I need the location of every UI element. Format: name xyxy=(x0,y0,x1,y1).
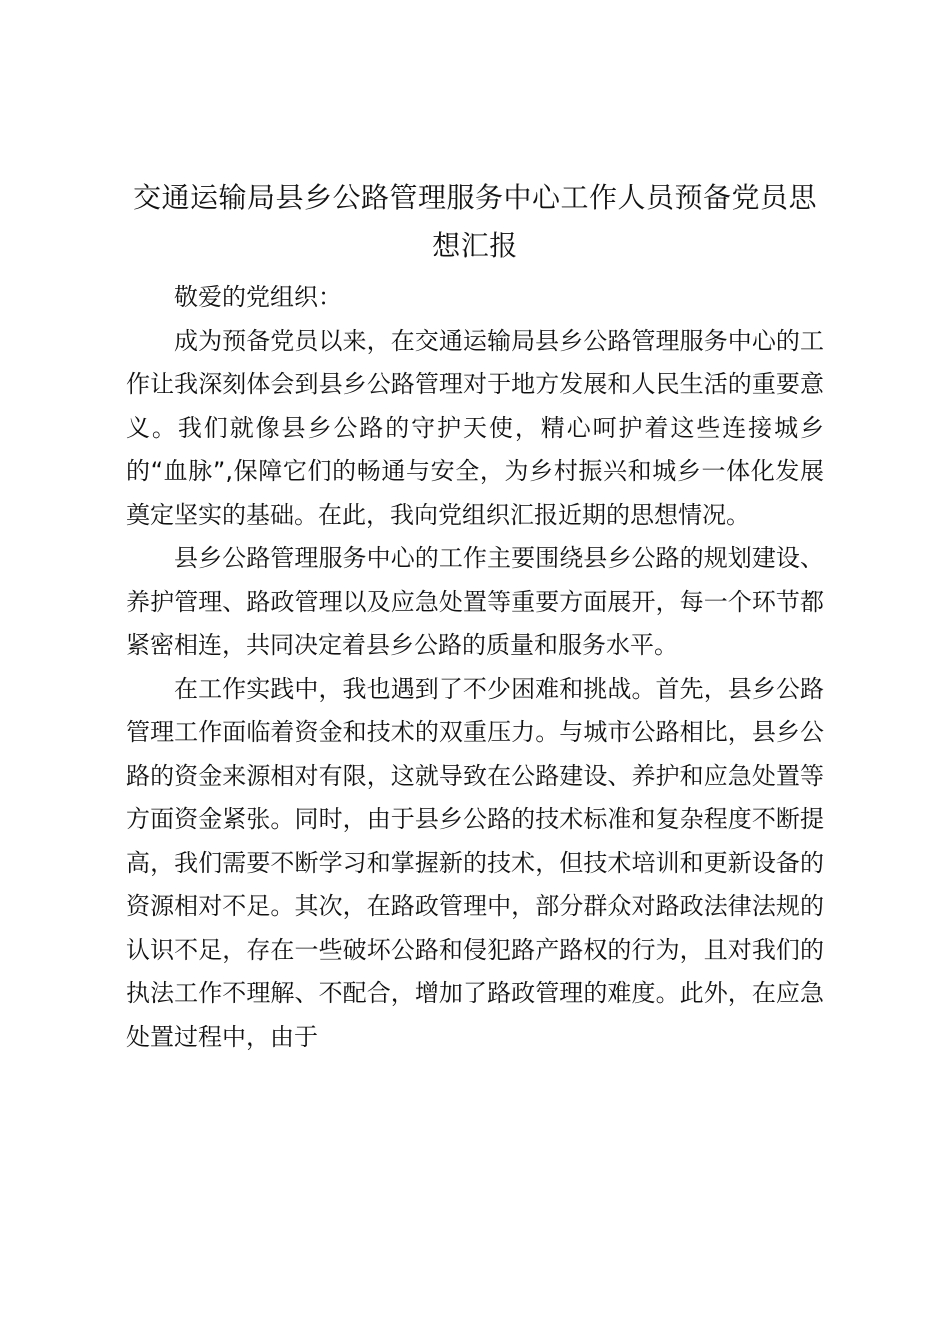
document-body xyxy=(126,174,824,1059)
salutation: 敬爱的党组织： xyxy=(174,283,342,311)
paragraph-work-scope: 县乡公路管理服务中心的工作主要围绕县乡公路的规划建设、养护管理、路政管理以及应急处置等重要方面展开，每一个环节都紧密相连，共同决定着县乡公路的质量和服务水平。 xyxy=(126,544,824,659)
paragraph-intro: 成为预备党员以来，在交通运输局县乡公路管理服务中心的工作让我深刻体会到县乡公路管理对于地方发展和人民生活的重要意义。我们就像县乡公路的守护天使，精心呵护着这些连接城乡的“血脉”,保障它们的畅通与安全，为乡村振兴和城乡一体化发展奠定坚实的基础。在此，我向党组织汇报近期的思想情况。 xyxy=(126,326,824,529)
document-title: 交通运输局县乡公路管理服务中心工作人员预备党员思想汇报 xyxy=(132,181,817,262)
paragraph-challenges: 在工作实践中，我也遇到了不少困难和挑战。首先，县乡公路管理工作面临着资金和技术的双重压力。与城市公路相比，县乡公路的资金来源相对有限，这就导致在公路建设、养护和应急处置等方面资金紧张。同时，由于县乡公路的技术标准和复杂程度不断提高，我们需要不断学习和掌握新的技术，但技术培训和更新设备的资源相对不足。其次，在路政管理中，部分群众对路政法律法规的认识不足，存在一些破坏公路和侵犯路产路权的行为，且对我们的执法工作不理解、不配合，增加了路政管理的难度。此外，在应急处置过程中，由于 xyxy=(126,674,824,1051)
